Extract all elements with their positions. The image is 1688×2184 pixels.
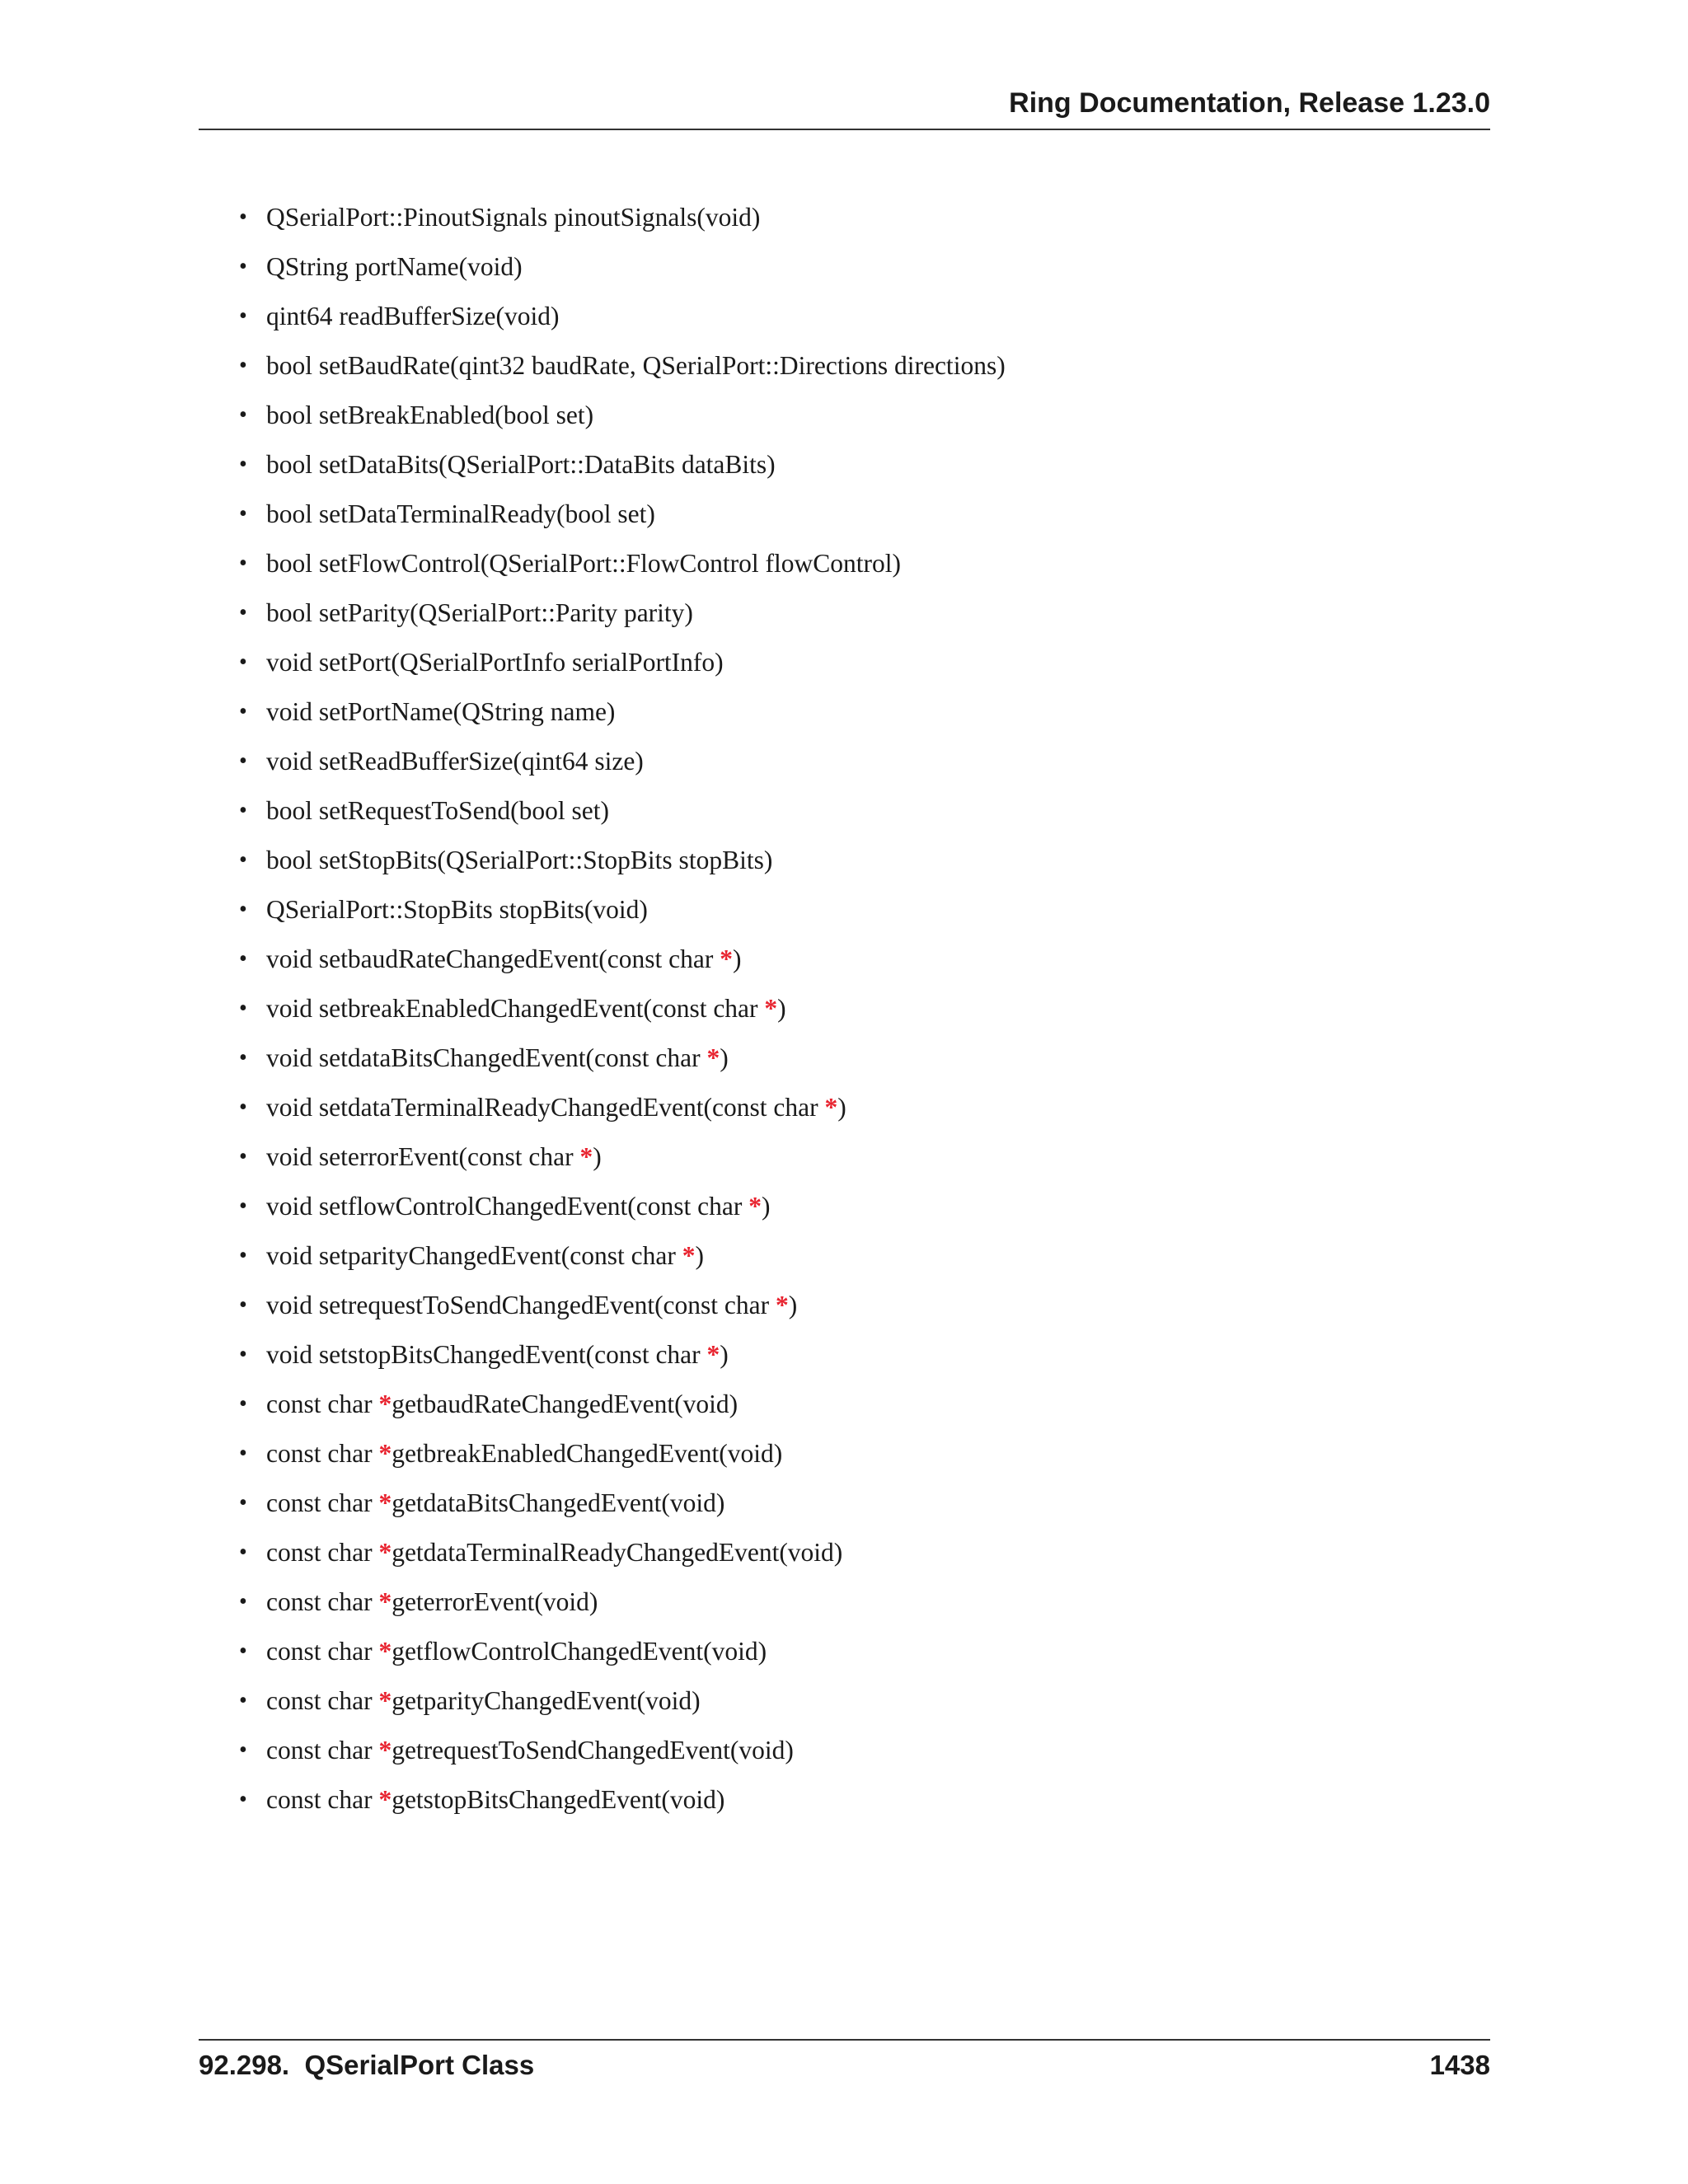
pointer-asterisk: * — [378, 1488, 392, 1517]
method-signature-tail: ) — [695, 1241, 704, 1270]
method-signature-tail: getbreakEnabledChangedEvent(void) — [392, 1439, 783, 1468]
method-signature-tail: getflowControlChangedEvent(void) — [392, 1637, 767, 1666]
method-signature-text: const char — [266, 1439, 379, 1468]
method-signature-text: qint64 readBufferSize(void) — [266, 302, 560, 330]
method-signature-tail: getdataBitsChangedEvent(void) — [392, 1488, 725, 1517]
list-item — [239, 1731, 1475, 1780]
method-signature-tail: ) — [593, 1142, 602, 1171]
pointer-asterisk: * — [706, 1340, 720, 1369]
list-item — [239, 1335, 1475, 1385]
list-item — [239, 494, 1475, 544]
method-signature-tail: getstopBitsChangedEvent(void) — [392, 1785, 725, 1814]
list-item — [239, 1632, 1475, 1681]
method-signature-text: bool setFlowControl(QSerialPort::FlowControl flowControl) — [266, 549, 901, 578]
list-item — [239, 445, 1475, 494]
method-signature-text: void setparityChangedEvent(const char — [266, 1241, 682, 1270]
method-signature-tail: getbaudRateChangedEvent(void) — [392, 1390, 738, 1418]
list-item — [239, 841, 1475, 890]
method-signature-text: void seterrorEvent(const char — [266, 1142, 580, 1171]
pointer-asterisk: * — [378, 1785, 392, 1814]
list-item — [239, 989, 1475, 1038]
list-item — [239, 297, 1475, 346]
method-signature-text: QString portName(void) — [266, 252, 523, 281]
list-item — [239, 1582, 1475, 1632]
method-signature-text: const char — [266, 1390, 379, 1418]
method-list — [239, 198, 1475, 1830]
list-item — [239, 1187, 1475, 1236]
list-item — [239, 544, 1475, 593]
list-item — [239, 890, 1475, 940]
pointer-asterisk: * — [706, 1043, 720, 1072]
page-number: 1438 — [1429, 2050, 1490, 2080]
method-signature-text: void setPortName(QString name) — [266, 697, 616, 726]
list-item — [239, 1385, 1475, 1434]
method-signature-text: void setdataTerminalReadyChangedEvent(const char — [266, 1093, 825, 1122]
method-signature-tail: ) — [720, 1043, 729, 1072]
bullet-icon: • — [239, 303, 247, 329]
method-signature-text: bool setRequestToSend(bool set) — [266, 796, 609, 825]
bullet-icon: • — [239, 946, 247, 972]
method-signature-tail: ) — [837, 1093, 846, 1122]
method-signature-text: const char — [266, 1488, 379, 1517]
pointer-asterisk: * — [378, 1439, 392, 1468]
bullet-icon: • — [239, 551, 247, 576]
bullet-icon: • — [239, 1391, 247, 1417]
pointer-asterisk: * — [378, 1736, 392, 1765]
bullet-icon: • — [239, 501, 247, 527]
method-signature-text: bool setDataBits(QSerialPort::DataBits dataBits) — [266, 450, 776, 479]
list-item — [239, 1483, 1475, 1533]
bullet-icon: • — [239, 1094, 247, 1120]
bullet-icon: • — [239, 1342, 247, 1367]
method-signature-tail: ) — [777, 994, 786, 1023]
section-title: 92.298. QSerialPort Class — [199, 2050, 535, 2080]
method-signature-text: void setstopBitsChangedEvent(const char — [266, 1340, 707, 1369]
bullet-icon: • — [239, 699, 247, 724]
bullet-icon: • — [239, 1243, 247, 1268]
list-item — [239, 593, 1475, 643]
method-signature-text: bool setParity(QSerialPort::Parity parity) — [266, 598, 693, 627]
pointer-asterisk: * — [378, 1538, 392, 1567]
list-item — [239, 346, 1475, 396]
method-signature-text: bool setBreakEnabled(bool set) — [266, 401, 594, 429]
bullet-icon: • — [239, 1144, 247, 1169]
list-item — [239, 742, 1475, 791]
method-signature-text: const char — [266, 1587, 379, 1616]
bullet-icon: • — [239, 1193, 247, 1219]
bullet-icon: • — [239, 798, 247, 823]
list-item — [239, 791, 1475, 841]
list-item — [239, 396, 1475, 445]
bullet-icon: • — [239, 452, 247, 477]
bullet-icon: • — [239, 1045, 247, 1071]
method-signature-tail: geterrorEvent(void) — [392, 1587, 598, 1616]
bullet-icon: • — [239, 600, 247, 626]
pointer-asterisk: * — [682, 1241, 696, 1270]
method-signature-text: const char — [266, 1637, 379, 1666]
pointer-asterisk: * — [378, 1637, 392, 1666]
method-signature-text: void setPort(QSerialPortInfo serialPortInfo) — [266, 648, 724, 677]
method-signature-tail: getdataTerminalReadyChangedEvent(void) — [392, 1538, 843, 1567]
bullet-icon: • — [239, 1441, 247, 1466]
pointer-asterisk: * — [776, 1291, 789, 1319]
pointer-asterisk: * — [764, 994, 778, 1023]
bullet-icon: • — [239, 402, 247, 428]
list-item — [239, 1038, 1475, 1088]
method-signature-text: void setrequestToSendChangedEvent(const char — [266, 1291, 776, 1319]
method-signature-text: bool setBaudRate(qint32 baudRate, QSerialPort::Directions directions) — [266, 351, 1006, 380]
method-signature-text: bool setStopBits(QSerialPort::StopBits stopBits) — [266, 846, 773, 874]
bullet-icon: • — [239, 847, 247, 873]
bullet-icon: • — [239, 649, 247, 675]
method-signature-tail: ) — [762, 1192, 771, 1221]
method-signature-text: void setReadBufferSize(qint64 size) — [266, 747, 644, 776]
pointer-asterisk: * — [579, 1142, 593, 1171]
pointer-asterisk: * — [378, 1587, 392, 1616]
list-item — [239, 692, 1475, 742]
bullet-icon: • — [239, 353, 247, 378]
bullet-icon: • — [239, 1589, 247, 1615]
pointer-asterisk: * — [378, 1686, 392, 1715]
list-item — [239, 1236, 1475, 1286]
method-signature-text: const char — [266, 1785, 379, 1814]
document-title: Ring Documentation, Release 1.23.0 — [1009, 87, 1490, 119]
list-item — [239, 1137, 1475, 1187]
method-signature-text: QSerialPort::PinoutSignals pinoutSignals(void) — [266, 203, 761, 232]
method-signature-tail: getrequestToSendChangedEvent(void) — [392, 1736, 794, 1765]
list-item — [239, 1434, 1475, 1483]
list-item — [239, 198, 1475, 247]
bullet-icon: • — [239, 1787, 247, 1812]
pointer-asterisk: * — [720, 944, 733, 973]
bullet-icon: • — [239, 1490, 247, 1516]
method-signature-text: void setbaudRateChangedEvent(const char — [266, 944, 720, 973]
bullet-icon: • — [239, 748, 247, 774]
method-signature-text: const char — [266, 1538, 379, 1567]
list-item — [239, 1533, 1475, 1582]
page-header — [199, 89, 1490, 130]
method-signature-tail: ) — [788, 1291, 798, 1319]
bullet-icon: • — [239, 1638, 247, 1664]
method-signature-tail: getparityChangedEvent(void) — [392, 1686, 701, 1715]
bullet-icon: • — [239, 996, 247, 1021]
bullet-icon: • — [239, 1292, 247, 1318]
method-signature-text: QSerialPort::StopBits stopBits(void) — [266, 895, 648, 924]
bullet-icon: • — [239, 254, 247, 279]
method-signature-text: void setbreakEnabledChangedEvent(const char — [266, 994, 765, 1023]
bullet-icon: • — [239, 897, 247, 922]
list-item — [239, 940, 1475, 989]
method-signature-text: const char — [266, 1736, 379, 1765]
method-signature-text: void setflowControlChangedEvent(const char — [266, 1192, 749, 1221]
method-signature-text: void setdataBitsChangedEvent(const char — [266, 1043, 707, 1072]
method-signature-text: bool setDataTerminalReady(bool set) — [266, 499, 655, 528]
list-item — [239, 1088, 1475, 1137]
method-signature-tail: ) — [732, 944, 742, 973]
pointer-asterisk: * — [824, 1093, 838, 1122]
method-signature-text: const char — [266, 1686, 379, 1715]
method-signature-tail: ) — [720, 1340, 729, 1369]
list-item — [239, 643, 1475, 692]
page-footer — [199, 2039, 1490, 2088]
list-item — [239, 1681, 1475, 1731]
pointer-asterisk: * — [748, 1192, 762, 1221]
bullet-icon: • — [239, 1688, 247, 1713]
list-item — [239, 1286, 1475, 1335]
pointer-asterisk: * — [378, 1390, 392, 1418]
bullet-icon: • — [239, 204, 247, 230]
list-item — [239, 247, 1475, 297]
bullet-icon: • — [239, 1540, 247, 1565]
list-item — [239, 1780, 1475, 1830]
bullet-icon: • — [239, 1737, 247, 1763]
